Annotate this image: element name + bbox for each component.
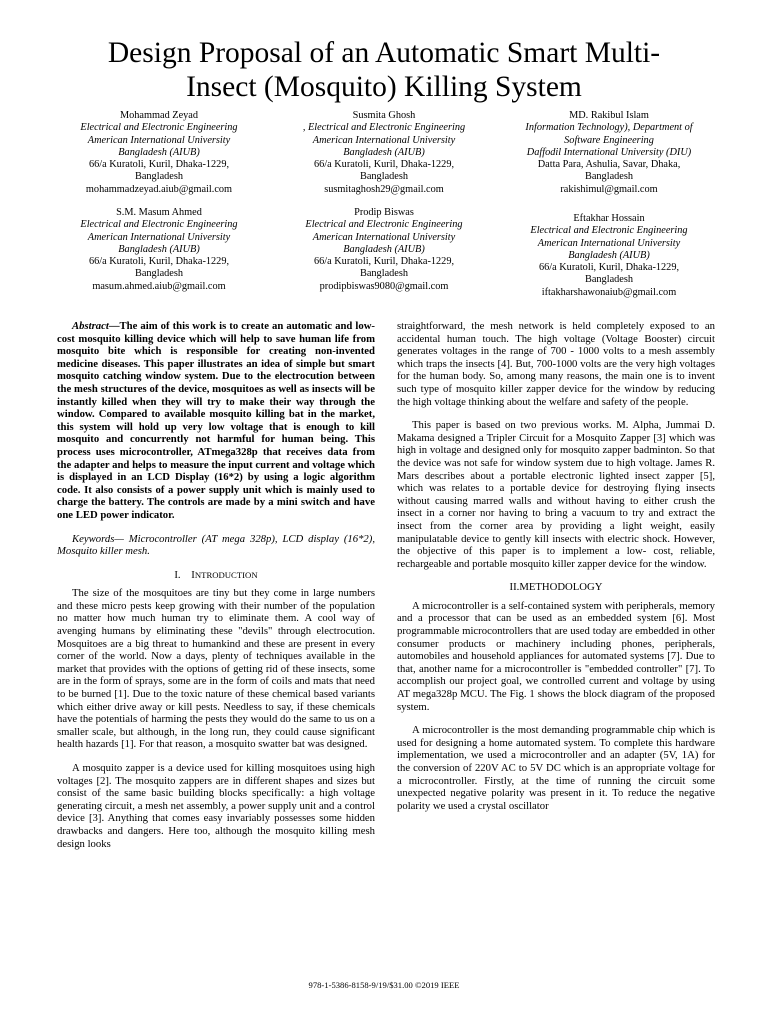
author-name: Prodip Biswas bbox=[354, 207, 414, 218]
author-name: Eftakhar Hossain bbox=[573, 213, 645, 224]
author-affiliation: American International University bbox=[87, 134, 231, 146]
author-address: 66/a Kuratoli, Kuril, Dhaka-1229, bbox=[88, 256, 230, 268]
author-address: 66/a Kuratoli, Kuril, Dhaka-1229, bbox=[538, 262, 680, 274]
author-affiliation: Bangladesh (AIUB) bbox=[568, 249, 650, 261]
author-block bbox=[275, 207, 493, 293]
author-address: Datta Para, Ashulia, Savar, Dhaka, bbox=[537, 159, 681, 171]
paragraph: The size of the mosquitoes are tiny but they come in large numbers and these micro pests keep growing with their number of the population no matter how much human try to eliminate them. A cool way of avenging humans by eliminating these "devils" through electrocution. Mosquitoes are a big threat to humankind and these are present in every corner of the world. Now a days, plenty of techniques available in the market that provides with the options of getting rid of these insects, some are in the form of sprays, some are in the form of coils and mats that need to be burned [1]. Due to the toxic nature of these chemical based variants which either drive away or kill pests. Needless to say, if these chemicals have the potentials of harming the pests they would do the same to us on a smaller scale, but although, in the long run, they could cause significant health hazards [1]. For that reason, a mosquito swatter bat was designed. bbox=[57, 587, 375, 751]
author-block bbox=[500, 110, 718, 196]
author-address: Bangladesh bbox=[584, 274, 634, 286]
author-affiliation: Daffodil International University (DIU) bbox=[526, 146, 692, 158]
author-email: iftakharshawonaiub@gmail.com bbox=[541, 286, 677, 298]
abstract-text: —The aim of this work is to create an automatic and low-cost mosquito killing device which will help to save human life from mosquito bite which is responsible for creating non-invented medicine diseases. This paper illustrates an idea of simple but smart mosquito catching window system. Due to the electrocution between the mesh structures of the device, mosquitoes as well as insects will be instantly killed when they will try to make their way through the window. Compared to available mosquito killing bat in the market, this system will hold up very low voltage that is enough to kill mosquito and concurrently not harmful for human being. This process uses microcontroller, ATmega328p that receives data from the adapter and helps to measure the input current and voltage which is displayed in an LCD Display (16*2) by using a logic algorithm code. It also consists of a power supply unit which is mainly used to charge the battery. The controls are made by a mini switch and have one LED power indicator. bbox=[57, 320, 375, 521]
author-address: Bangladesh bbox=[134, 171, 184, 183]
paragraph: A microcontroller is a self-contained system with peripherals, memory and a processor that can be used as an embedded system [6]. Most programmable microcontrollers that are used today are embedded in other consumer products or machinery including phones, peripherals, automobiles and household appliances for automated systems [7]. Due to that, another name for a microcontroller is "embedded controller" [7]. To accomplish our project goal, we controlled current and voltage by using AT mega328p MCU. The Fig. 1 shows the block diagram of the proposed system. bbox=[397, 599, 715, 713]
paragraph: straightforward, the mesh network is held completely exposed to an accidental human touch. The high voltage (Voltage Booster) circuit generates voltages in the range of 700 - 1000 volts to a mesh assembly which traps the insects [4]. But, 700-1000 volts are the very high voltages for the human body. So, among many reasons, the main one is to invent such type of mosquito killer zapper device for the window by reducing the high voltage thinking about the welfare and safety of the people. bbox=[397, 320, 715, 408]
paragraph: A mosquito zapper is a device used for killing mosquitoes using high voltages [2]. The mosquito zappers are in different shapes and sizes but consist of the same basic building blocks specifically: a high voltage generating circuit, a mesh net assembly, a power supply unit and a control device [3]. Anything that comes easy invariably possesses some hidden drawbacks and dangers. Here too, although the mosquito killing mesh design looks bbox=[57, 762, 375, 850]
author-affiliation: American International University bbox=[312, 134, 456, 146]
author-affiliation: Bangladesh (AIUB) bbox=[343, 243, 425, 255]
paragraph: A microcontroller is the most demanding programmable chip which is used for designing a home automated system. To complete this hardware implementation, we used a microcontroller and an adapter (5V, 1A) for the conversion of 220V AC to 5V DC which is an appropriate voltage for a microcontroller. Firstly, at the time of running the circuit some unexpected negative polarity was present in it. To reduce the negative polarity we used a crystal oscillator bbox=[397, 724, 715, 812]
title-line-2: Insect (Mosquito) Killing System bbox=[186, 71, 582, 103]
author-affiliation: Bangladesh (AIUB) bbox=[118, 146, 200, 158]
author-affiliation: , Electrical and Electronic Engineering bbox=[302, 122, 466, 134]
author-affiliation: Electrical and Electronic Engineering bbox=[80, 219, 238, 231]
author-affiliation: Information Technology), Department of bbox=[525, 122, 693, 134]
author-address: 66/a Kuratoli, Kuril, Dhaka-1229, bbox=[313, 256, 455, 268]
right-column bbox=[397, 320, 715, 812]
paper-title bbox=[40, 36, 728, 104]
author-name: S.M. Masum Ahmed bbox=[116, 207, 202, 218]
author-email: susmitaghosh29@gmail.com bbox=[324, 183, 444, 195]
copyright-footer: 978-1-5386-8158-9/19/$31.00 ©2019 IEEE bbox=[308, 980, 460, 990]
author-address: 66/a Kuratoli, Kuril, Dhaka-1229, bbox=[88, 159, 230, 171]
abstract bbox=[57, 320, 375, 522]
author-affiliation: Electrical and Electronic Engineering bbox=[80, 122, 238, 134]
author-affiliation: American International University bbox=[537, 237, 681, 249]
author-block bbox=[275, 110, 493, 196]
author-address: Bangladesh bbox=[584, 171, 634, 183]
author-block bbox=[50, 110, 268, 196]
author-address: Bangladesh bbox=[359, 268, 409, 280]
author-name: Mohammad Zeyad bbox=[119, 110, 199, 121]
section-heading-introduction: I. INTRODUCTION bbox=[174, 568, 258, 581]
left-column bbox=[57, 320, 375, 850]
author-affiliation: American International University bbox=[312, 231, 456, 243]
author-affiliation: Bangladesh (AIUB) bbox=[118, 243, 200, 255]
paragraph: This paper is based on two previous works. M. Alpha, Jummai D. Makama designed a Tripler Circuit for a Mosquito Zapper [3] which was high in voltage and designed only for mosquito zapper badminton. So that the device was not safe for window system due to high voltage. James R. Mars describes about a portable electronic lighted insect zapper [5], which was relates to a portable device for destroying flying insects without causing marred walls and without having to either crush the insect in a corner nor having to bring a vacuum to try and extract the insect from the corner area by providing a light weight, easily manipulatable device to gently kill insects with electric shock. However, the objective of this paper is to implement a low- cost, reliable, rechargeable and portable mosquito killer zapper device for the window. bbox=[397, 419, 715, 570]
author-affiliation: Electrical and Electronic Engineering bbox=[530, 225, 688, 237]
author-email: prodipbiswas9080@gmail.com bbox=[319, 280, 449, 292]
author-affiliation: American International University bbox=[87, 231, 231, 243]
author-name: MD. Rakibul Islam bbox=[569, 110, 649, 121]
author-email: mohammadzeyad.aiub@gmail.com bbox=[85, 183, 233, 195]
author-name: Susmita Ghosh bbox=[352, 110, 416, 121]
author-email: rakishimul@gmail.com bbox=[560, 183, 658, 195]
author-email: masum.ahmed.aiub@gmail.com bbox=[92, 280, 226, 292]
author-address: Bangladesh bbox=[359, 171, 409, 183]
section-heading-methodology: II.METHODOLOGY bbox=[509, 581, 603, 594]
author-block bbox=[50, 207, 268, 293]
author-block bbox=[500, 213, 718, 299]
author-affiliation: Software Engineering bbox=[564, 134, 654, 146]
author-affiliation: Electrical and Electronic Engineering bbox=[305, 219, 463, 231]
author-address: Bangladesh bbox=[134, 268, 184, 280]
title-line-1: Design Proposal of an Automatic Smart Multi- bbox=[107, 37, 661, 69]
abstract-label: Abstract bbox=[72, 320, 109, 332]
keywords: Keywords— Microcontroller (AT mega 328p), LCD display (16*2), Mosquito killer mesh. bbox=[57, 532, 375, 558]
author-affiliation: Bangladesh (AIUB) bbox=[343, 146, 425, 158]
author-address: 66/a Kuratoli, Kuril, Dhaka-1229, bbox=[313, 159, 455, 171]
